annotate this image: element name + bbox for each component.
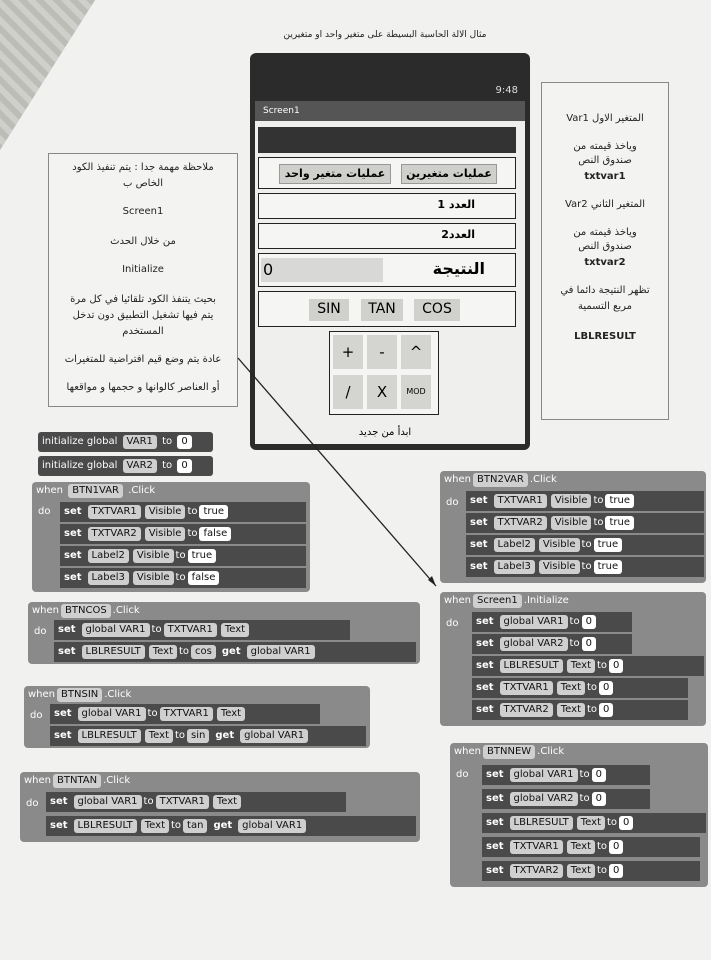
component-pill[interactable]: BTNCOS — [61, 604, 111, 618]
block-text: .Click — [112, 605, 140, 616]
block-text: when — [444, 595, 472, 606]
component-pill[interactable]: Label3 — [88, 571, 129, 585]
component-pill[interactable]: TXTVAR1 — [88, 505, 141, 519]
property-pill[interactable]: Visible — [133, 549, 174, 563]
variable-pill[interactable]: global VAR1 — [74, 795, 142, 809]
component-pill[interactable]: TXTVAR1 — [156, 795, 209, 809]
component-pill[interactable]: TXTVAR1 — [494, 494, 547, 508]
var1-label: العدد 1 — [437, 198, 475, 211]
right-note-line: LBLRESULT — [574, 331, 636, 342]
value-pill[interactable]: true — [188, 549, 217, 563]
property-pill[interactable]: Text — [577, 816, 605, 830]
divide-key[interactable]: / — [333, 375, 363, 409]
property-pill[interactable]: Text — [221, 623, 249, 637]
block-text: to — [162, 436, 173, 447]
event-header — [28, 602, 140, 620]
set-keyword: set — [486, 817, 504, 828]
component-pill[interactable]: BTNTAN — [53, 774, 101, 788]
variable-pill[interactable]: global VAR1 — [240, 729, 308, 743]
value-pill[interactable]: 0 — [609, 864, 623, 878]
left-note-line: Initialize — [122, 264, 164, 275]
left-note-line: يتم فيها تشغيل التطبيق دون تدخل — [72, 310, 214, 321]
btn1var-click-event[interactable] — [32, 482, 310, 592]
screen-title: Screen1 — [255, 101, 525, 121]
set-keyword: set — [64, 506, 82, 517]
block-text: initialize global — [42, 436, 118, 447]
set-row[interactable] — [60, 546, 306, 566]
to-keyword: to — [187, 528, 198, 539]
set-row[interactable] — [482, 837, 700, 857]
property-pill[interactable]: Text — [149, 645, 177, 659]
event-header — [32, 482, 155, 500]
value-pill[interactable]: false — [188, 571, 220, 585]
do-label: do — [30, 710, 43, 721]
value-pill[interactable]: true — [605, 494, 634, 508]
component-pill[interactable]: LBLRESULT — [500, 659, 563, 673]
to-keyword: to — [579, 769, 590, 780]
component-pill[interactable]: BTNNEW — [483, 745, 535, 759]
right-note-line: المتغير الثاني Var2 — [564, 199, 646, 210]
right-note-line: وياخذ قيمته من — [573, 141, 637, 152]
event-header — [440, 592, 569, 610]
var-name-pill[interactable]: VAR1 — [123, 435, 157, 449]
component-pill[interactable]: TXTVAR1 — [164, 623, 217, 637]
value-pill[interactable]: 0 — [177, 435, 191, 449]
set-row[interactable] — [50, 726, 366, 746]
get-keyword: get — [221, 646, 241, 657]
set-keyword: set — [476, 682, 494, 693]
to-keyword: to — [175, 550, 186, 561]
property-pill[interactable]: Text — [141, 819, 169, 833]
set-keyword: set — [476, 638, 494, 649]
plus-key[interactable]: + — [333, 335, 363, 369]
property-pill[interactable]: Visible — [133, 571, 174, 585]
component-pill[interactable]: LBLRESULT — [510, 816, 573, 830]
set-row[interactable] — [472, 612, 632, 632]
left-note-line: عادة يتم وضع قيم افتراضية للمتغيرات — [64, 354, 222, 365]
block-text: when — [24, 775, 52, 786]
function-pill[interactable]: tan — [183, 819, 207, 833]
set-keyword: set — [64, 550, 82, 561]
value-pill[interactable]: 0 — [177, 459, 191, 473]
event-header — [450, 743, 564, 761]
set-row[interactable] — [482, 861, 700, 881]
value-pill[interactable]: 0 — [582, 615, 596, 629]
sin-button[interactable]: SIN — [309, 299, 349, 321]
set-keyword: set — [486, 793, 504, 804]
value-pill[interactable]: 0 — [609, 659, 623, 673]
component-pill[interactable]: LBLRESULT — [74, 819, 137, 833]
left-note-line: المستخدم — [122, 326, 164, 337]
to-keyword: to — [151, 624, 162, 635]
set-row[interactable] — [466, 513, 704, 533]
set-row[interactable] — [472, 700, 688, 720]
mod-key[interactable]: MOD — [401, 375, 431, 409]
btn2var-click-event[interactable] — [440, 471, 706, 583]
property-pill[interactable]: Text — [557, 703, 585, 717]
to-keyword: to — [187, 506, 198, 517]
init-var2-block[interactable] — [38, 456, 213, 476]
set-row[interactable] — [472, 634, 632, 654]
power-key[interactable]: ^ — [401, 335, 431, 369]
set-keyword: set — [486, 865, 504, 876]
property-pill[interactable]: Visible — [551, 494, 592, 508]
block-text: .Click — [104, 689, 132, 700]
component-pill[interactable]: LBLRESULT — [78, 729, 141, 743]
property-pill[interactable]: Visible — [539, 538, 580, 552]
multiply-key[interactable]: X — [367, 375, 397, 409]
set-keyword: set — [476, 660, 494, 671]
property-pill[interactable]: Text — [567, 864, 595, 878]
property-pill[interactable]: Text — [145, 729, 173, 743]
set-row[interactable] — [482, 765, 650, 785]
set-row[interactable] — [54, 620, 350, 640]
status-time: 9:48 — [495, 85, 518, 96]
to-keyword: to — [569, 616, 580, 627]
do-label: do — [26, 798, 39, 809]
block-text: when — [28, 689, 56, 700]
right-note-line: تظهر النتيجة دائما في — [560, 285, 650, 296]
component-pill[interactable]: Screen1 — [473, 594, 522, 608]
right-note-line: صندوق النص — [578, 241, 632, 252]
component-pill[interactable]: TXTVAR2 — [510, 864, 563, 878]
variable-pill[interactable]: global VAR1 — [238, 819, 306, 833]
init-var1-block[interactable] — [38, 432, 213, 452]
value-pill[interactable]: true — [605, 516, 634, 530]
left-note-line: Screen1 — [122, 206, 164, 217]
component-pill[interactable]: LBLRESULT — [82, 645, 145, 659]
block-text: when — [36, 485, 64, 496]
set-row[interactable] — [482, 813, 706, 833]
do-label: do — [38, 506, 51, 517]
set-keyword: set — [50, 796, 68, 807]
component-pill[interactable]: BTNSIN — [57, 688, 102, 702]
value-pill[interactable]: 0 — [609, 840, 623, 854]
set-row[interactable] — [466, 557, 704, 577]
left-note-line: من خلال الحدث — [110, 236, 176, 247]
value-pill[interactable]: 0 — [592, 792, 606, 806]
variable-pill[interactable]: global VAR1 — [500, 615, 568, 629]
component-pill[interactable]: TXTVAR1 — [160, 707, 213, 721]
var-name-pill[interactable]: VAR2 — [123, 459, 157, 473]
right-note-line: صندوق النص — [578, 155, 632, 166]
set-row[interactable] — [472, 656, 704, 676]
property-pill[interactable]: Text — [213, 795, 241, 809]
to-keyword: to — [175, 730, 186, 741]
value-pill[interactable]: true — [594, 538, 623, 552]
page-title: مثال الالة الحاسبة البسيطة على متغير واحد او متغيرين — [283, 30, 487, 40]
component-pill[interactable]: TXTVAR2 — [500, 703, 553, 717]
component-pill[interactable]: Label2 — [494, 538, 535, 552]
to-keyword: to — [147, 708, 158, 719]
cos-button[interactable]: COS — [414, 299, 460, 321]
set-keyword: set — [64, 572, 82, 583]
function-pill[interactable]: sin — [187, 729, 209, 743]
property-pill[interactable]: Visible — [145, 527, 186, 541]
event-header — [440, 471, 557, 489]
property-pill[interactable]: Text — [567, 840, 595, 854]
to-keyword: to — [597, 865, 608, 876]
var2-label: العدد2 — [441, 228, 475, 241]
variable-pill[interactable]: global VAR2 — [500, 637, 568, 651]
btntan-click-event[interactable] — [20, 772, 420, 842]
set-row[interactable] — [60, 568, 306, 588]
right-note-line: المتغير الاول Var1 — [566, 113, 644, 124]
property-pill[interactable]: Text — [217, 707, 245, 721]
left-note-line: بحيث يتنفذ الكود تلقائيا في كل مرة — [70, 294, 216, 305]
get-keyword: get — [213, 820, 233, 831]
component-pill[interactable]: Label2 — [88, 549, 129, 563]
to-keyword: to — [593, 495, 604, 506]
do-label: do — [446, 618, 459, 629]
left-note-line: الخاص ب — [122, 178, 163, 189]
tan-button[interactable]: TAN — [361, 299, 403, 321]
variable-pill[interactable]: global VAR2 — [510, 792, 578, 806]
to-keyword: to — [597, 841, 608, 852]
component-pill[interactable]: TXTVAR2 — [494, 516, 547, 530]
result-value: 0 — [261, 258, 383, 282]
set-row[interactable] — [46, 816, 416, 836]
set-keyword: set — [476, 616, 494, 627]
set-keyword: set — [54, 708, 72, 719]
one-var-button[interactable]: عمليات متغير واحد — [279, 164, 391, 184]
to-keyword: to — [593, 517, 604, 528]
set-row[interactable] — [50, 704, 320, 724]
to-keyword: to — [579, 793, 590, 804]
set-keyword: set — [476, 704, 494, 715]
property-pill[interactable]: Visible — [539, 560, 580, 574]
right-note-line: مربع التسمية — [577, 301, 633, 312]
set-keyword: set — [470, 561, 488, 572]
to-keyword: to — [581, 539, 592, 550]
set-keyword: set — [470, 517, 488, 528]
do-label: do — [34, 626, 47, 637]
component-pill[interactable]: Label3 — [494, 560, 535, 574]
property-pill[interactable]: Text — [557, 681, 585, 695]
set-row[interactable] — [46, 792, 346, 812]
left-note-line: ملاحظة مهمة جدا : يتم تنفيذ الكود — [72, 162, 214, 173]
right-note-line: txtvar1 — [584, 171, 626, 182]
value-pill[interactable]: 0 — [592, 768, 606, 782]
property-pill[interactable]: Text — [567, 659, 595, 673]
to-keyword: to — [587, 704, 598, 715]
event-header — [24, 686, 131, 704]
to-keyword: to — [607, 817, 618, 828]
event-header — [20, 772, 130, 790]
btncos-click-event[interactable] — [28, 602, 420, 664]
set-keyword: set — [50, 820, 68, 831]
block-text: initialize global — [42, 460, 118, 471]
do-label: do — [446, 497, 459, 508]
component-pill[interactable]: TXTVAR2 — [88, 527, 141, 541]
set-row[interactable] — [60, 502, 306, 522]
minus-key[interactable]: - — [367, 335, 397, 369]
to-keyword: to — [587, 682, 598, 693]
variable-pill[interactable]: global VAR1 — [78, 707, 146, 721]
set-keyword: set — [486, 769, 504, 780]
block-text: .Initialize — [523, 595, 569, 606]
block-text: .Click — [128, 485, 156, 496]
to-keyword: to — [179, 646, 190, 657]
value-pill[interactable]: 0 — [619, 816, 633, 830]
component-pill[interactable]: BTN1VAR — [68, 484, 123, 498]
block-text: to — [162, 460, 173, 471]
left-note-line: أو العناصر كالوانها و حجمها و مواقعها — [66, 382, 220, 393]
set-row[interactable] — [54, 642, 416, 662]
component-pill[interactable]: BTN2VAR — [473, 473, 528, 487]
set-row[interactable] — [466, 491, 704, 511]
do-label: do — [456, 769, 469, 780]
block-text: .Click — [529, 474, 557, 485]
value-pill[interactable]: true — [594, 560, 623, 574]
variable-pill[interactable]: global VAR1 — [82, 623, 150, 637]
to-keyword: to — [597, 660, 608, 671]
block-text: .Click — [103, 775, 131, 786]
set-keyword: set — [470, 495, 488, 506]
right-note-line: وياخذ قيمته من — [573, 227, 637, 238]
block-text: when — [454, 746, 482, 757]
component-pill[interactable]: TXTVAR1 — [510, 840, 563, 854]
function-pill[interactable]: cos — [191, 645, 216, 659]
set-keyword: set — [58, 646, 76, 657]
component-pill[interactable]: TXTVAR1 — [500, 681, 553, 695]
variable-pill[interactable]: global VAR1 — [510, 768, 578, 782]
set-row[interactable] — [472, 678, 688, 698]
set-keyword: set — [470, 539, 488, 550]
value-pill[interactable]: true — [199, 505, 228, 519]
value-pill[interactable]: 0 — [599, 703, 613, 717]
btnnew-click-event[interactable] — [450, 743, 708, 887]
get-keyword: get — [215, 730, 235, 741]
block-text: when — [444, 474, 472, 485]
value-pill[interactable]: false — [199, 527, 231, 541]
screen1-initialize-event[interactable] — [440, 592, 706, 726]
to-keyword: to — [175, 572, 186, 583]
restart-button[interactable]: ابدأ من جديد — [358, 427, 412, 438]
set-row[interactable] — [466, 535, 704, 555]
property-pill[interactable]: Visible — [145, 505, 186, 519]
to-keyword: to — [569, 638, 580, 649]
to-keyword: to — [143, 796, 154, 807]
set-row[interactable] — [60, 524, 306, 544]
btnsin-click-event[interactable] — [24, 686, 370, 748]
set-keyword: set — [54, 730, 72, 741]
set-keyword: set — [64, 528, 82, 539]
to-keyword: to — [581, 561, 592, 572]
value-pill[interactable]: 0 — [599, 681, 613, 695]
to-keyword: to — [171, 820, 182, 831]
variable-pill[interactable]: global VAR1 — [247, 645, 315, 659]
right-note-line: txtvar2 — [584, 257, 626, 268]
block-text: .Click — [537, 746, 565, 757]
set-keyword: set — [58, 624, 76, 635]
result-label: النتيجة — [432, 259, 485, 278]
property-pill[interactable]: Visible — [551, 516, 592, 530]
set-row[interactable] — [482, 789, 650, 809]
value-pill[interactable]: 0 — [582, 637, 596, 651]
block-text: when — [32, 605, 60, 616]
two-var-button[interactable]: عمليات متغيرين — [401, 164, 497, 184]
set-keyword: set — [486, 841, 504, 852]
